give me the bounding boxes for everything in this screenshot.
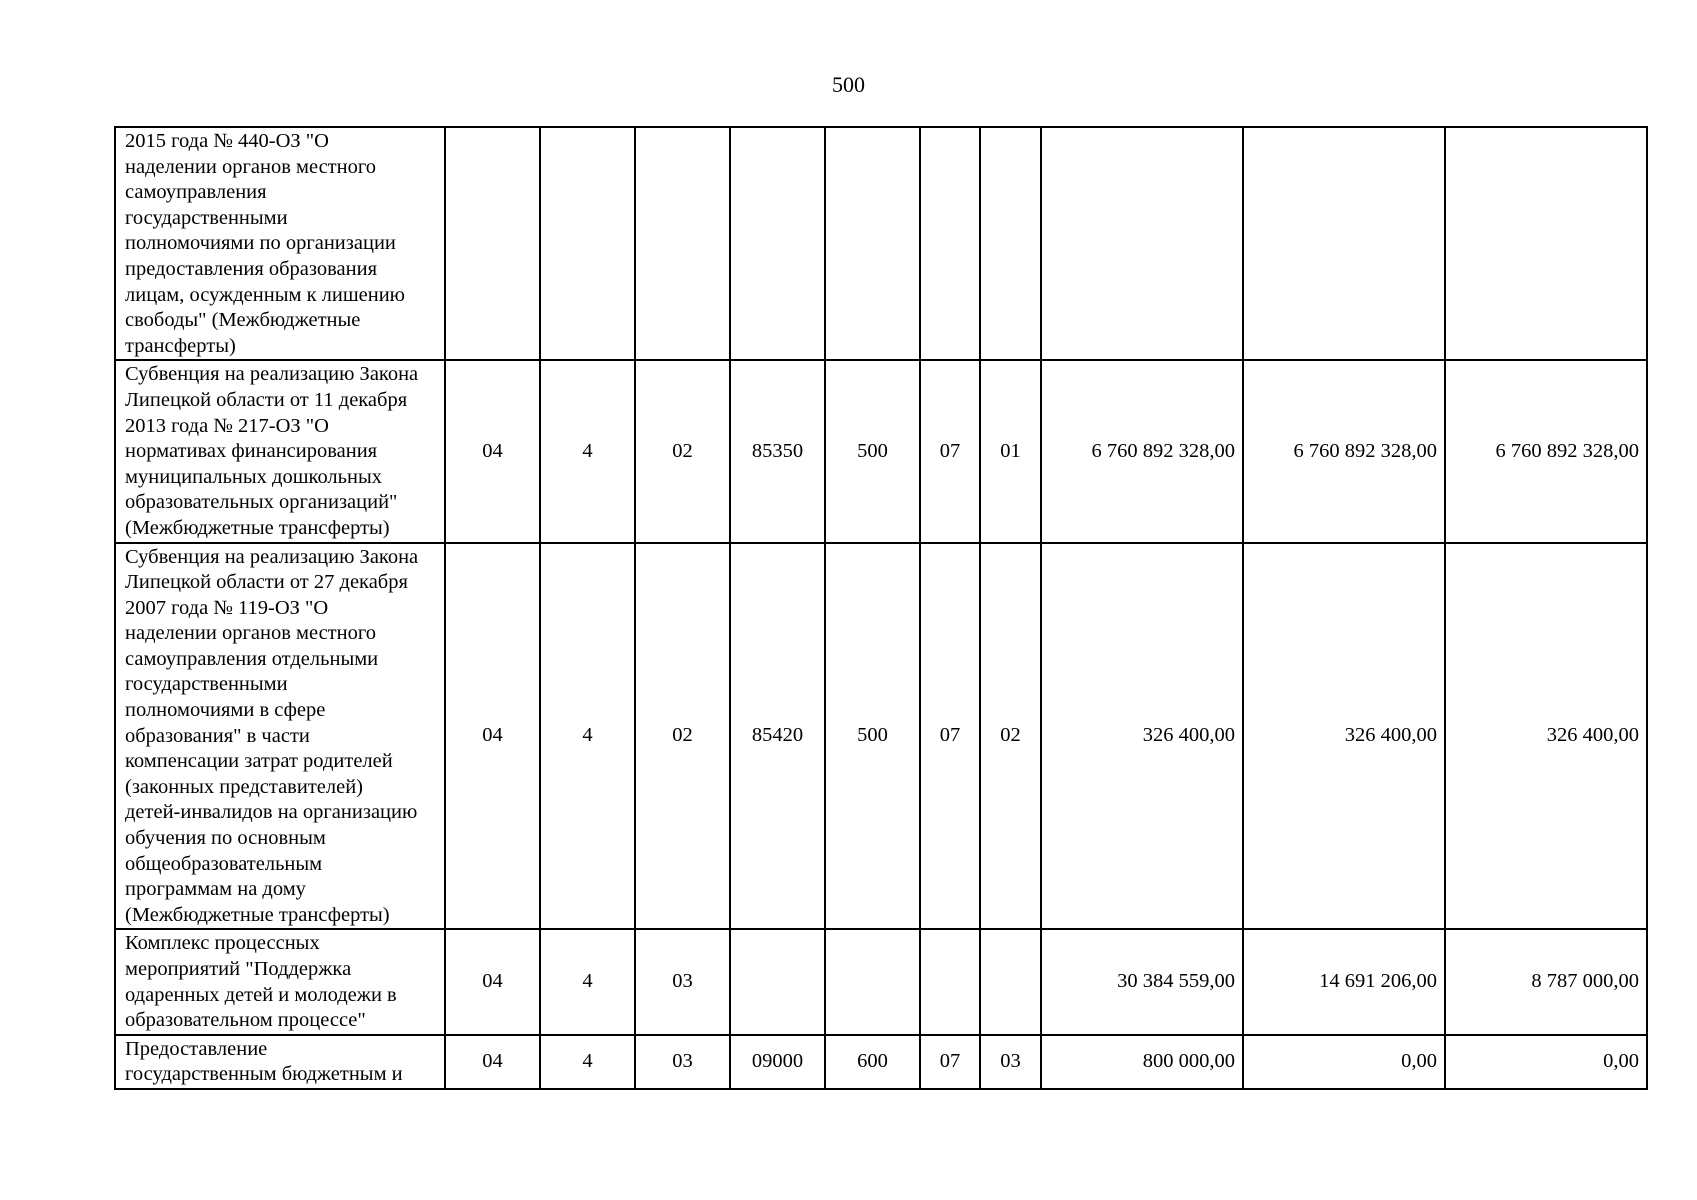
description-line: (Межбюджетные трансферты) [125, 903, 390, 926]
code-gp-cell: 04 [445, 543, 540, 930]
amount-year-2-cell: 0,00 [1243, 1035, 1445, 1089]
amount-year-3-cell: 326 400,00 [1445, 543, 1647, 930]
code-section-cell [920, 127, 980, 360]
code-program-cell [635, 127, 730, 360]
row-description [115, 1035, 445, 1089]
budget-table [114, 126, 1648, 1090]
code-expense-type-cell: 600 [825, 1035, 920, 1089]
code-type-cell: 4 [540, 360, 635, 542]
code-section-cell: 07 [920, 360, 980, 542]
description-line: мероприятий "Поддержка [125, 958, 352, 980]
description-line: Субвенция на реализацию Закона [125, 545, 419, 568]
amount-year-1-cell [1041, 127, 1243, 360]
description-line: обучения по основным [125, 827, 326, 850]
code-expense-type-cell [825, 127, 920, 360]
description-line: общеобразовательным [125, 852, 323, 875]
row-description [115, 127, 445, 360]
description-line: 2015 года № 440-ОЗ "О [125, 130, 329, 152]
code-gp-cell: 04 [445, 1035, 540, 1089]
description-line: (законных представителей) [125, 775, 364, 798]
code-expense-type-cell: 500 [825, 360, 920, 542]
code-direction-cell: 85350 [730, 360, 825, 542]
description-line: Предоставление [125, 1037, 268, 1060]
code-direction-cell [730, 929, 825, 1034]
description-line: трансферты) [125, 334, 236, 357]
code-type-cell: 4 [540, 543, 635, 930]
table-row [115, 543, 1647, 930]
description-line: полномочиями в сфере [125, 699, 326, 722]
description-line: государственным бюджетным и [125, 1063, 403, 1086]
amount-year-2-cell: 6 760 892 328,00 [1243, 360, 1445, 542]
table-row [115, 1035, 1647, 1089]
amount-year-1-cell: 800 000,00 [1041, 1035, 1243, 1089]
code-program-cell: 02 [635, 360, 730, 542]
description-line: 2007 года № 119-ОЗ "О [125, 596, 329, 619]
code-direction-cell: 09000 [730, 1035, 825, 1089]
description-line: компенсации затрат родителей [125, 750, 393, 773]
table-row [115, 127, 1647, 360]
description-line: программам на дому [125, 878, 306, 901]
table-row [115, 360, 1647, 542]
code-section-cell: 07 [920, 1035, 980, 1089]
amount-year-1-cell: 6 760 892 328,00 [1041, 360, 1243, 542]
amount-year-2-cell [1243, 127, 1445, 360]
code-gp-cell: 04 [445, 929, 540, 1034]
amount-year-1-cell: 30 384 559,00 [1041, 929, 1243, 1034]
description-line: образования" в части [125, 724, 310, 747]
code-subsection-cell: 02 [980, 543, 1041, 930]
description-line: Липецкой области от 11 декабря [125, 388, 408, 411]
amount-year-1-cell: 326 400,00 [1041, 543, 1243, 930]
description-line: одаренных детей и молодежи в [125, 983, 397, 1006]
code-type-cell [540, 127, 635, 360]
code-subsection-cell [980, 929, 1041, 1034]
description-line: Комплекс процессных [125, 932, 320, 955]
description-line: наделении органов местного [125, 622, 377, 645]
code-subsection-cell [980, 127, 1041, 360]
amount-year-3-cell: 0,00 [1445, 1035, 1647, 1089]
code-section-cell [920, 929, 980, 1034]
code-subsection-cell: 03 [980, 1035, 1041, 1089]
description-line: полномочиями по организации [125, 232, 396, 255]
code-type-cell: 4 [540, 929, 635, 1034]
description-line: наделении органов местного [125, 155, 377, 178]
page-number: 500 [832, 72, 865, 97]
description-line: Липецкой области от 27 декабря [125, 571, 408, 594]
row-description [115, 929, 445, 1034]
description-line: лицам, осужденным к лишению [125, 283, 405, 306]
description-line: нормативах финансирования [125, 440, 378, 463]
description-line: Субвенция на реализацию Закона [125, 363, 419, 386]
row-description [115, 360, 445, 542]
description-line: государственными [125, 206, 288, 229]
description-line: самоуправления отдельными [125, 647, 379, 670]
amount-year-3-cell: 6 760 892 328,00 [1445, 360, 1647, 542]
code-program-cell: 03 [635, 1035, 730, 1089]
description-line: детей-инвалидов на организацию [125, 801, 418, 824]
code-expense-type-cell: 500 [825, 543, 920, 930]
description-line: 2013 года № 217-ОЗ "О [125, 414, 329, 437]
description-line: свободы" (Межбюджетные [125, 309, 361, 332]
row-description [115, 543, 445, 930]
description-line: самоуправления [125, 181, 267, 204]
description-line: (Межбюджетные трансферты) [125, 516, 390, 539]
code-expense-type-cell [825, 929, 920, 1034]
code-subsection-cell: 01 [980, 360, 1041, 542]
code-gp-cell: 04 [445, 360, 540, 542]
code-program-cell: 03 [635, 929, 730, 1034]
amount-year-2-cell: 326 400,00 [1243, 543, 1445, 930]
code-direction-cell: 85420 [730, 543, 825, 930]
description-line: образовательных организаций" [125, 491, 398, 514]
code-gp-cell [445, 127, 540, 360]
amount-year-3-cell: 8 787 000,00 [1445, 929, 1647, 1034]
description-line: государственными [125, 673, 288, 696]
description-line: муниципальных дошкольных [125, 465, 382, 488]
code-section-cell: 07 [920, 543, 980, 930]
amount-year-2-cell: 14 691 206,00 [1243, 929, 1445, 1034]
table-row [115, 929, 1647, 1034]
description-line: предоставления образования [125, 257, 378, 280]
code-program-cell: 02 [635, 543, 730, 930]
code-direction-cell [730, 127, 825, 360]
description-line: образовательном процессе" [125, 1009, 366, 1032]
code-type-cell: 4 [540, 1035, 635, 1089]
amount-year-3-cell [1445, 127, 1647, 360]
